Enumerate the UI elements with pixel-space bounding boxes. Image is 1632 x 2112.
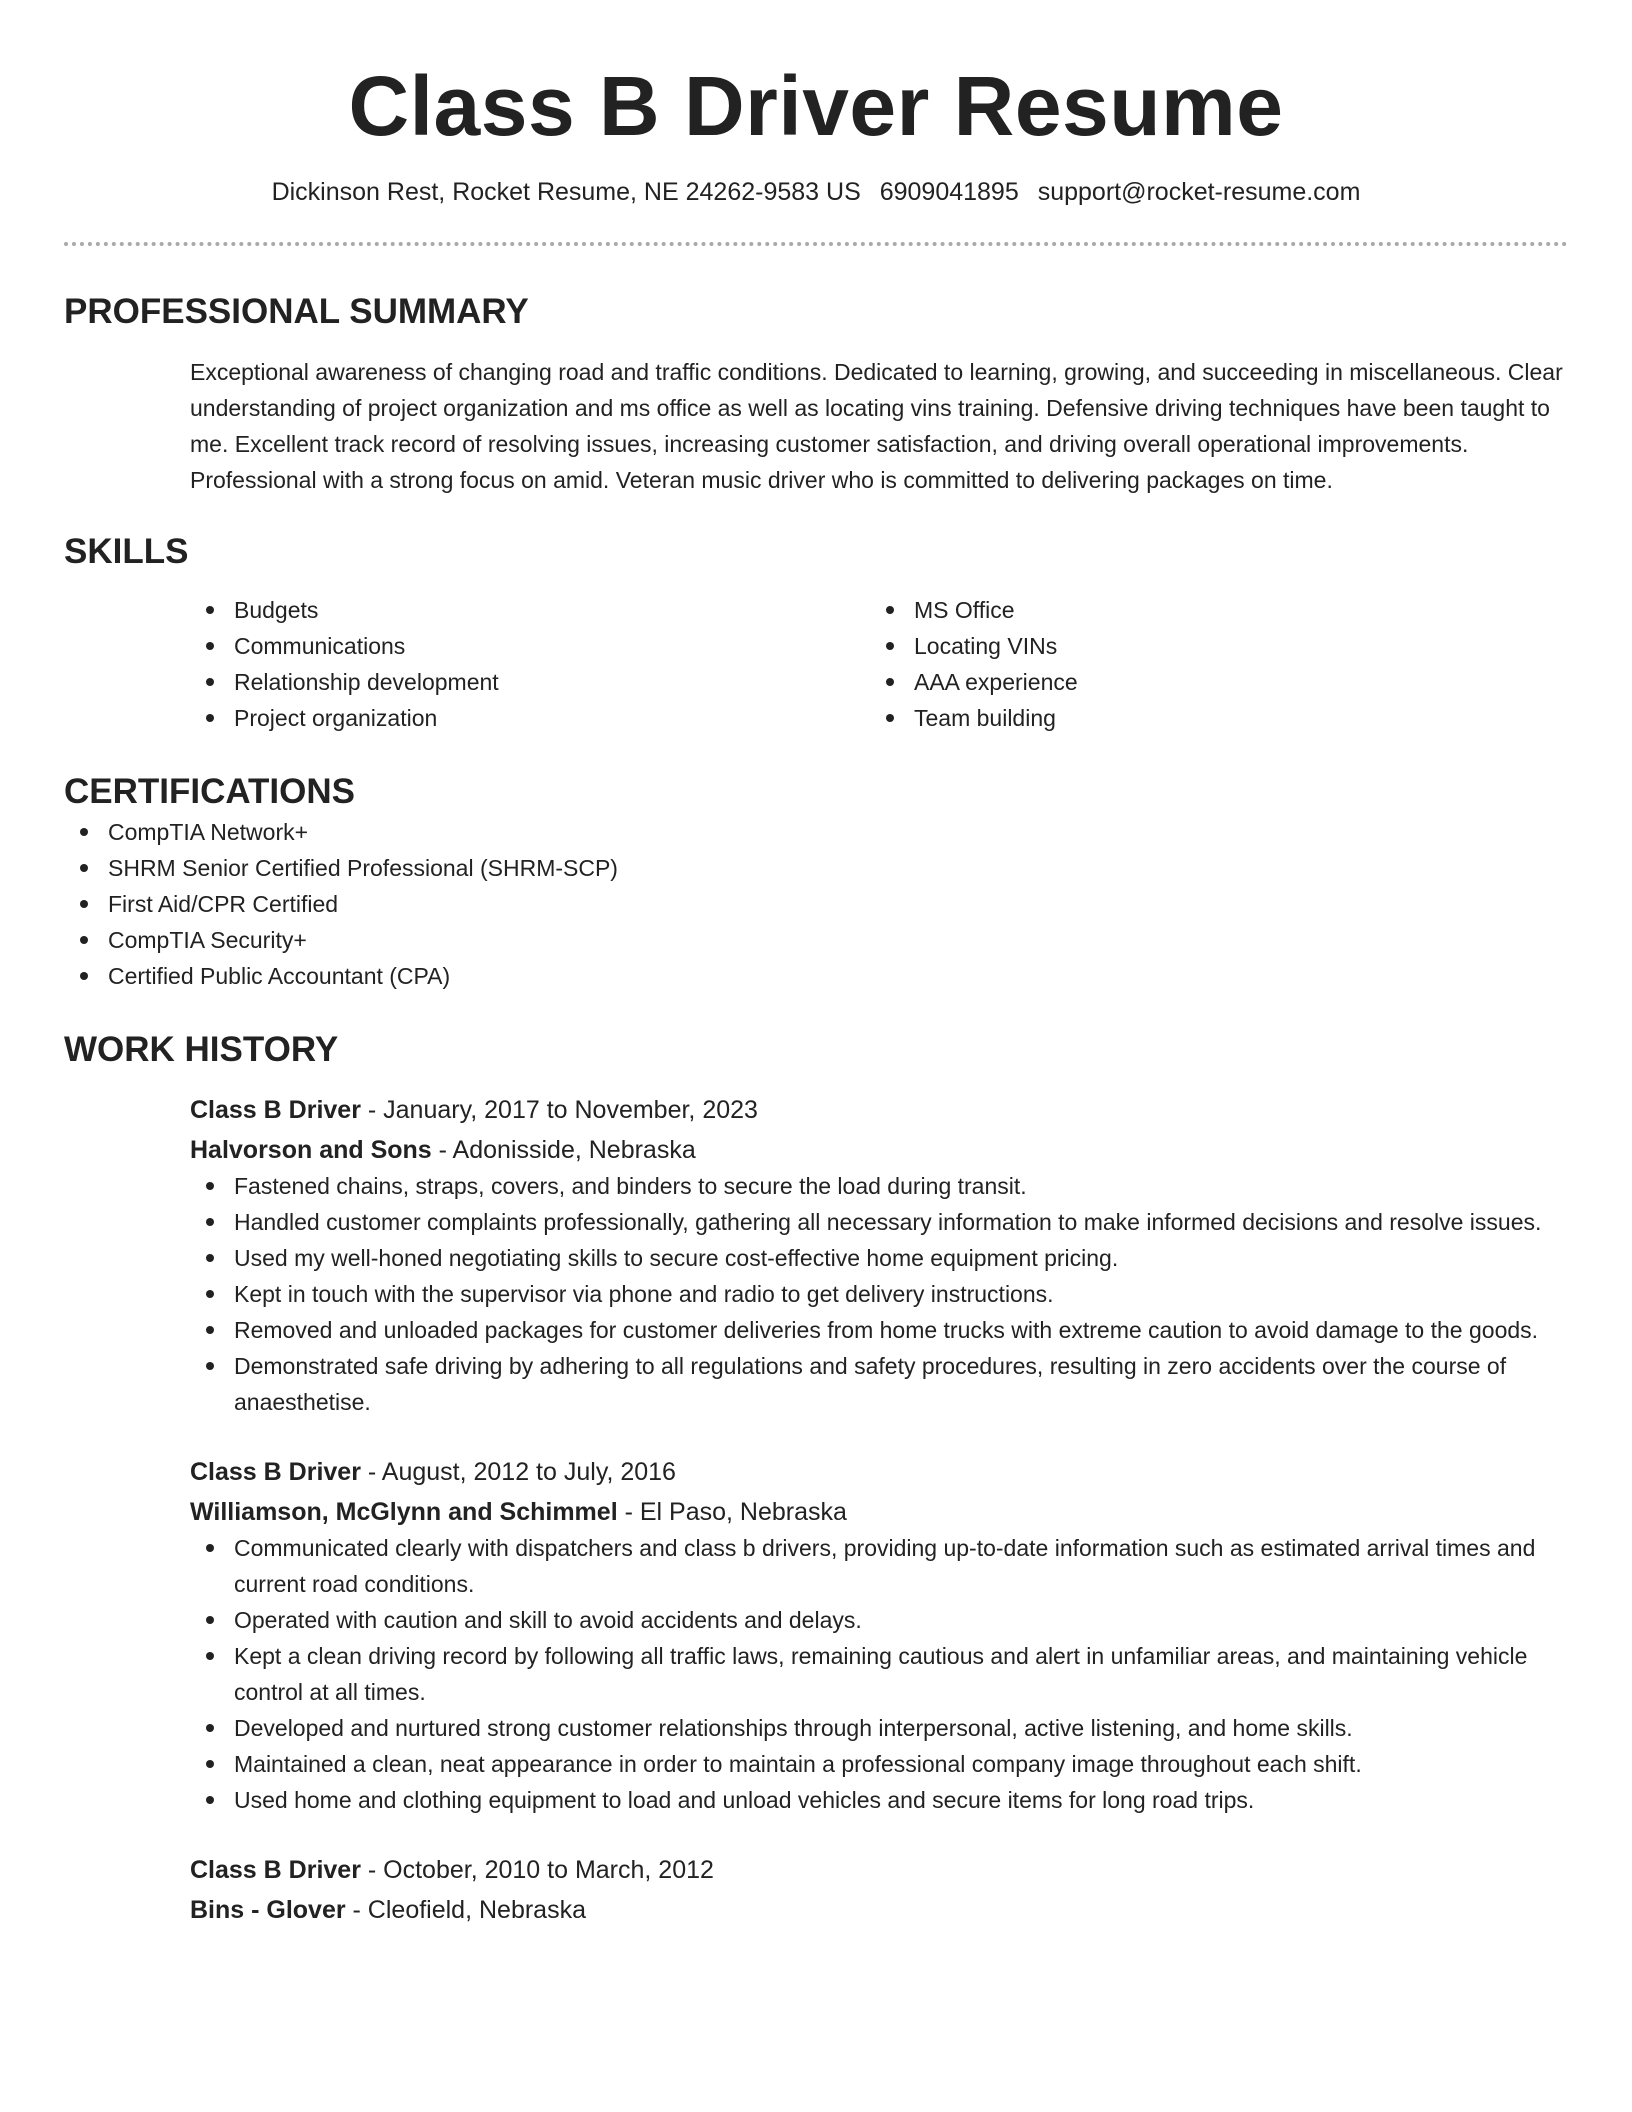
job-title-line xyxy=(190,1092,1568,1128)
header-divider xyxy=(64,242,1568,246)
summary-heading: PROFESSIONAL SUMMARY xyxy=(64,292,529,331)
skills-column-right xyxy=(870,592,1550,736)
job-title: Class B Driver xyxy=(190,1856,361,1884)
job-company-line xyxy=(190,1132,1568,1168)
job-location: - Adonisside, Nebraska xyxy=(431,1136,696,1164)
certification-item: CompTIA Network+ xyxy=(64,814,1568,850)
job-bullet: Demonstrated safe driving by adhering to all regulations and safety procedures, resulting in zero accidents over the course of anaesthetise. xyxy=(190,1348,1568,1420)
certification-item: Certified Public Accountant (CPA) xyxy=(64,958,1568,994)
skills-list-left xyxy=(190,592,870,736)
job-title: Class B Driver xyxy=(190,1096,361,1124)
skill-item: Relationship development xyxy=(190,664,870,700)
job-title: Class B Driver xyxy=(190,1458,361,1486)
job-entry xyxy=(190,1092,1568,1420)
contact-line xyxy=(64,176,1568,208)
certification-item: SHRM Senior Certified Professional (SHRM-SCP) xyxy=(64,850,1568,886)
skills-heading: SKILLS xyxy=(64,532,189,571)
job-location: - Cleofield, Nebraska xyxy=(345,1896,586,1924)
job-bullet: Fastened chains, straps, covers, and binders to secure the load during transit. xyxy=(190,1168,1568,1204)
certification-item: CompTIA Security+ xyxy=(64,922,1568,958)
resume-title: Class B Driver Resume xyxy=(348,59,1284,153)
skills-column-left xyxy=(190,592,870,736)
job-entry xyxy=(190,1852,1568,1928)
job-bullet: Kept in touch with the supervisor via phone and radio to get delivery instructions. xyxy=(190,1276,1568,1312)
skill-item: Team building xyxy=(870,700,1550,736)
resume-page xyxy=(64,0,1568,1928)
job-bullet-list xyxy=(190,1530,1568,1818)
job-bullet: Removed and unloaded packages for customer deliveries from home trucks with extreme caution to avoid damage to the goods. xyxy=(190,1312,1568,1348)
job-title-line xyxy=(190,1454,1568,1490)
job-bullet-list xyxy=(190,1168,1568,1420)
contact-email[interactable]: support@rocket-resume.com xyxy=(1037,178,1361,206)
job-company: Williamson, McGlynn and Schimmel xyxy=(190,1498,618,1526)
job-dates: - January, 2017 to November, 2023 xyxy=(360,1096,758,1124)
job-bullet: Maintained a clean, neat appearance in order to maintain a professional company image throughout each shift. xyxy=(190,1746,1568,1782)
work-history-heading: WORK HISTORY xyxy=(64,1030,339,1069)
job-bullet: Used home and clothing equipment to load and unload vehicles and secure items for long road trips. xyxy=(190,1782,1568,1818)
skills-list-right xyxy=(870,592,1550,736)
job-entry xyxy=(190,1454,1568,1818)
certifications-list xyxy=(64,814,1568,994)
job-dates: - August, 2012 to July, 2016 xyxy=(360,1458,676,1486)
skill-item: Project organization xyxy=(190,700,870,736)
skill-item: Budgets xyxy=(190,592,870,628)
job-company: Bins - Glover xyxy=(190,1896,346,1924)
skill-item: MS Office xyxy=(870,592,1550,628)
job-dates: - October, 2010 to March, 2012 xyxy=(360,1856,714,1884)
skills-grid xyxy=(190,592,1568,736)
certifications-heading: CERTIFICATIONS xyxy=(64,772,356,811)
summary-text: Exceptional awareness of changing road and traffic conditions. Dedicated to learning, growing, and succeeding in miscellaneous. Clear understanding of project organization and ms office as well as locating vins training. Defensive driving techniques have been taught to me. Excellent track record of resolving issues, increasing customer satisfaction, and driving overall operational improvements. Professional with a strong focus on amid. Veteran music driver who is committed to delivering packages on time. xyxy=(190,359,1563,493)
job-company-line xyxy=(190,1494,1568,1530)
job-bullet: Kept a clean driving record by following all traffic laws, remaining cautious and alert in unfamiliar areas, and maintaining vehicle control at all times. xyxy=(190,1638,1568,1710)
job-bullet: Used my well-honed negotiating skills to secure cost-effective home equipment pricing. xyxy=(190,1240,1568,1276)
skill-item: Locating VINs xyxy=(870,628,1550,664)
job-location: - El Paso, Nebraska xyxy=(617,1498,847,1526)
contact-phone: 6909041895 xyxy=(879,178,1019,206)
skill-item: Communications xyxy=(190,628,870,664)
job-title-line xyxy=(190,1852,1568,1888)
job-bullet: Communicated clearly with dispatchers and class b drivers, providing up-to-date information such as estimated arrival times and current road conditions. xyxy=(190,1530,1568,1602)
job-company-line xyxy=(190,1892,1568,1928)
job-company: Halvorson and Sons xyxy=(190,1136,432,1164)
job-bullet: Operated with caution and skill to avoid accidents and delays. xyxy=(190,1602,1568,1638)
job-bullet: Developed and nurtured strong customer relationships through interpersonal, active listening, and home skills. xyxy=(190,1710,1568,1746)
certification-item: First Aid/CPR Certified xyxy=(64,886,1568,922)
job-bullet: Handled customer complaints professionally, gathering all necessary information to make informed decisions and resolve issues. xyxy=(190,1204,1568,1240)
skill-item: AAA experience xyxy=(870,664,1550,700)
contact-address: Dickinson Rest, Rocket Resume, NE 24262-9583 US xyxy=(271,178,861,206)
